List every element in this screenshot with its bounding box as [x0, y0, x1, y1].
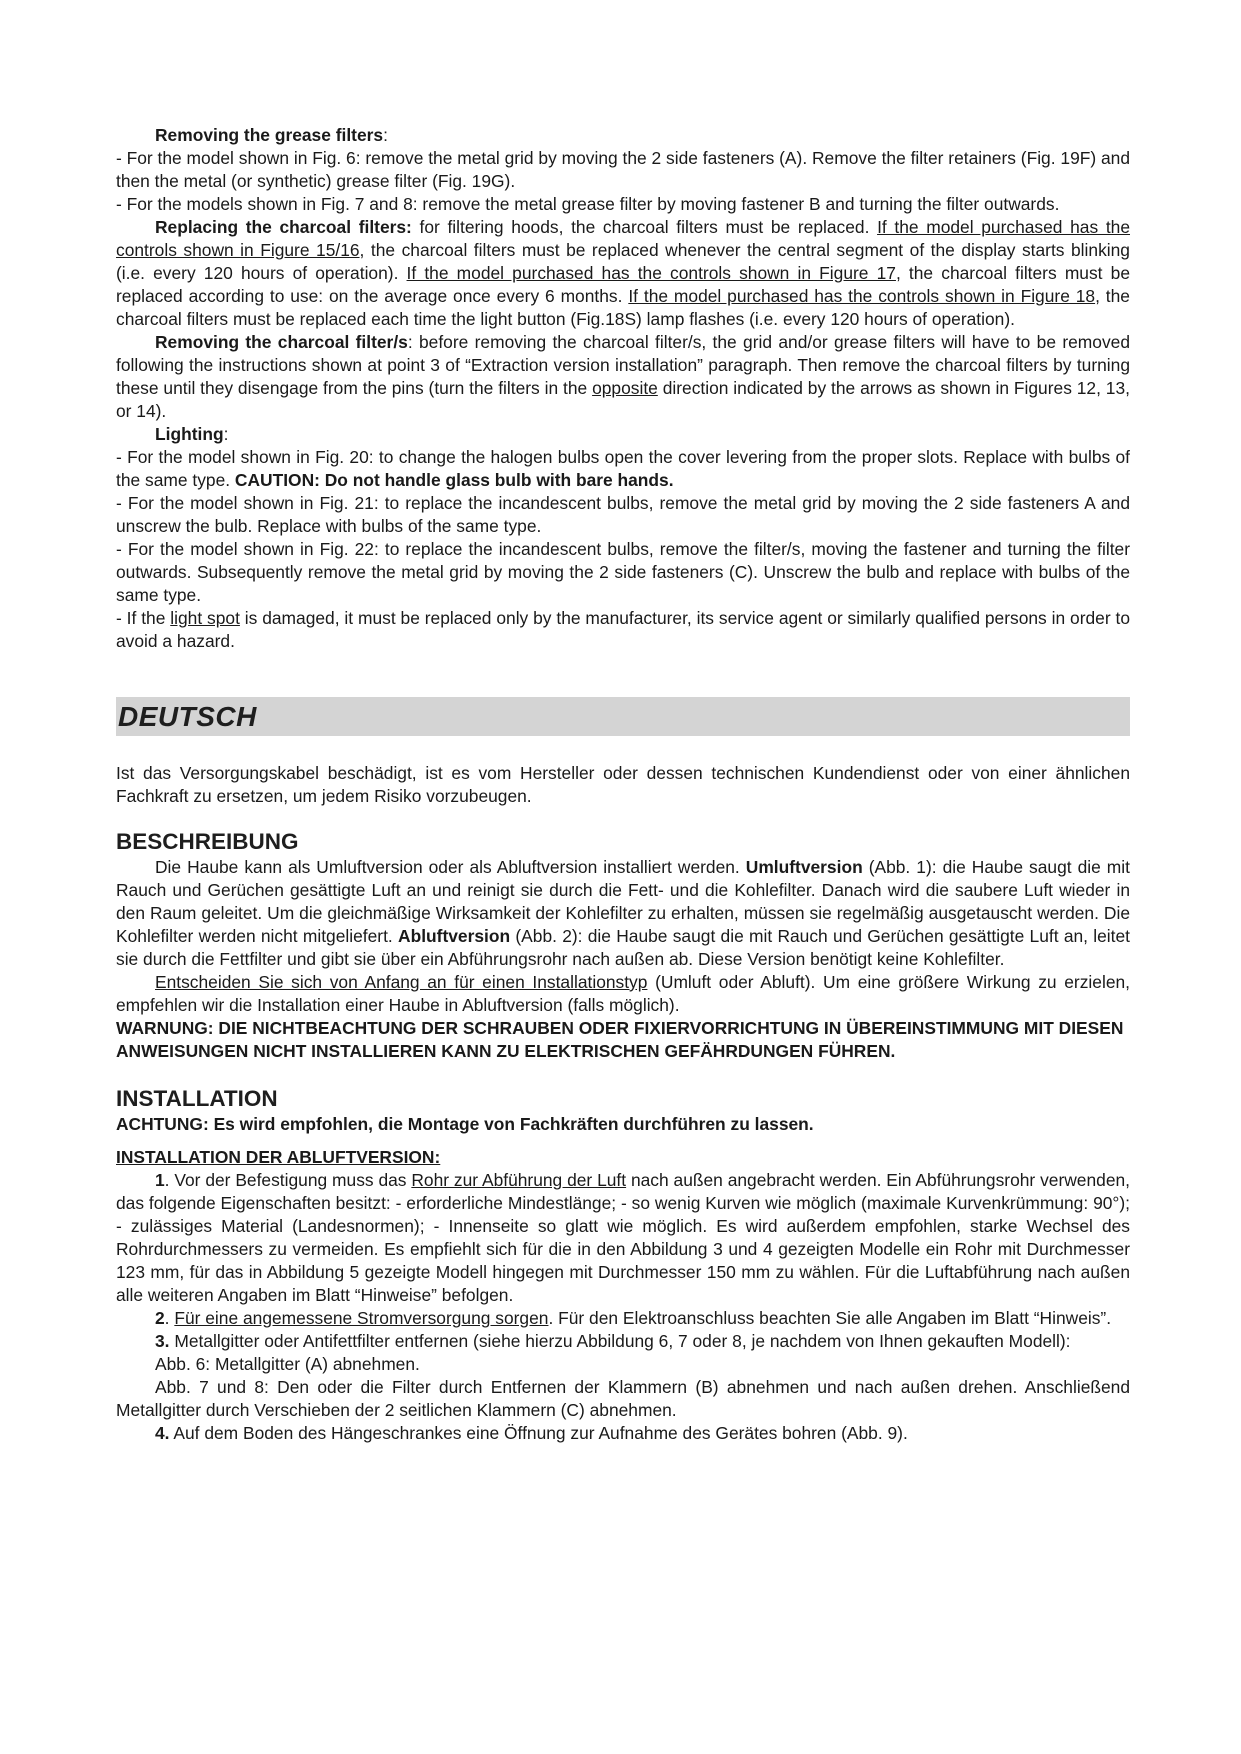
step-3: 3. Metallgitter oder Antifettfilter entfernen (siehe hierzu Abbildung 6, 7 oder 8, je nachdem von Ihnen gekauften Modell): — [155, 1331, 1071, 1351]
lighting-line-3: - For the model shown in Fig. 22: to replace the incandescent bulbs, remove the filter/s, moving the fastener and turning the filter outwards. Subsequently remove the metal grid by moving the 2 side fasteners (C). Unscrew the bulb and replace with bulbs of the same type. — [116, 539, 1130, 605]
installation-type-paragraph: Entscheiden Sie sich von Anfang an für einen Installationstyp (Umluft oder Abluft). Um eine größere Wirkung zu erzielen, empfehlen wir die Installation einer Haube in Abluftversion (falls möglich). — [116, 972, 1130, 1015]
grease-filters-line-2: - For the models shown in Fig. 7 and 8: remove the metal grease filter by moving fastener B and turning the filter outwards. — [116, 194, 1060, 214]
step-3-abb78: Abb. 7 und 8: Den oder die Filter durch Entfernen der Klammern (B) abnehmen und nach außen drehen. Anschließend Metallgitter durch Verschieben der 2 seitlichen Klammern (C) abnehmen. — [116, 1377, 1130, 1420]
step-2: 2. Für eine angemessene Stromversorgung sorgen. Für den Elektroanschluss beachten Sie alle Angaben im Blatt “Hinweis”. — [155, 1308, 1112, 1328]
installation-heading: INSTALLATION — [116, 1086, 278, 1111]
language-heading: DEUTSCH — [118, 701, 257, 732]
beschreibung-heading: BESCHREIBUNG — [116, 829, 299, 854]
document-page — [116, 124, 1130, 1445]
step-4: 4. Auf dem Boden des Hängeschrankes eine Öffnung zur Aufnahme des Gerätes bohren (Abb. 9). — [155, 1423, 908, 1443]
lighting-line-4: - If the light spot is damaged, it must be replaced only by the manufacturer, its service agent or similarly qualified persons in order to avoid a hazard. — [116, 608, 1131, 651]
warning-text: WARNUNG: DIE NICHTBEACHTUNG DER SCHRAUBEN ODER FIXIERVORRICHTUNG IN ÜBEREINSTIMMUNG MIT DIESEN ANWEISUNGEN NICHT INSTALLIEREN KANN ZU ELEKTRISCHEN GEFÄHRDUNGEN FÜHREN. — [116, 1018, 1124, 1061]
lighting-heading: Lighting: — [155, 424, 229, 444]
grease-filters-line-1: - For the model shown in Fig. 6: remove the metal grid by moving the 2 side fasteners (A). Remove the filter retainers (Fig. 19F) and then the metal (or synthetic) grease filter (Fig. 19G). — [116, 148, 1130, 191]
language-section-bar — [116, 697, 1130, 736]
lighting-line-1: - For the model shown in Fig. 20: to change the halogen bulbs open the cover levering from the proper slots. Replace with bulbs of the same type. CAUTION: Do not handle glass bulb with bare hands. — [116, 447, 1130, 490]
cable-notice: Ist das Versorgungskabel beschädigt, ist es vom Hersteller oder dessen technischen Kundendienst oder von einer ähnlichen Fachkraft zu ersetzen, um jedem Risiko vorzubeugen. — [116, 763, 1130, 806]
grease-filters-heading: Removing the grease filters: — [155, 125, 388, 145]
section-title-abluft: INSTALLATION DER ABLUFTVERSION: — [116, 1147, 441, 1167]
lighting-line-2: - For the model shown in Fig. 21: to replace the incandescent bulbs, remove the metal grid by moving the 2 side fasteners A and unscrew the bulb. Replace with bulbs of the same type. — [116, 493, 1130, 536]
beschreibung-paragraph: Die Haube kann als Umluftversion oder als Abluftversion installiert werden. Umluftversion (Abb. 1): die Haube saugt die mit Rauch und Gerüchen gesättigte Luft an und reinigt sie durch die Fett- und die Kohlefilter. Danach wird die saubere Luft wieder in den Raum geleitet. Um die gleichmäßige Wirksamkeit der Kohlefilter zu erhalten, müssen sie regelmäßig ausgetauscht werden. Die Kohlefilter werden nicht mitgeliefert. Abluftversion (Abb. 2): die Haube saugt die mit Rauch und Gerüchen gesättigte Luft an, leitet sie durch die Fettfilter und gibt sie über ein Abführungsrohr nach außen ab. Diese Version benötigt keine Kohlefilter. — [116, 857, 1130, 969]
charcoal-filters-paragraph: Replacing the charcoal filters: for filtering hoods, the charcoal filters must be replaced. If the model purchased has the controls shown in Figure 15/16, the charcoal filters must be replaced whenever the central segment of the display starts blinking (i.e. every 120 hours of operation). If the model purchased has the controls shown in Figure 17, the charcoal filters must be replaced according to use: on the average once every 6 months. If the model purchased has the controls shown in Figure 18, the charcoal filters must be replaced each time the light button (Fig.18S) lamp flashes (i.e. every 120 hours of operation). — [116, 217, 1130, 329]
step-1: 1. Vor der Befestigung muss das Rohr zur Abführung der Luft nach außen angebracht werden. Ein Abführungsrohr verwenden, das folgende Eigenschaften besitzt: - erforderliche Mindestlänge; - so wenig Kurven wie möglich (maximale Kurvenkrümmung: 90°); - zulässiges Material (Landesnormen); - Innenseite so glatt wie möglich. Es wird außerdem empfohlen, starke Wechsel des Rohrdurchmessers zu vermeiden. Es empfiehlt sich für die in den Abbildung 3 und 4 gezeigten Modelle ein Rohr mit Durchmesser 123 mm, für das in Abbildung 5 gezeigte Modell hingegen mit Durchmesser 150 mm zu wählen. Für die Luftabführung nach außen alle weiteren Angaben im Blatt “Hinweise” befolgen. — [116, 1170, 1130, 1305]
step-3-abb6: Abb. 6: Metallgitter (A) abnehmen. — [155, 1354, 420, 1374]
achtung-notice: ACHTUNG: Es wird empfohlen, die Montage von Fachkräften durchführen zu lassen. — [116, 1114, 814, 1134]
removing-charcoal-paragraph: Removing the charcoal filter/s: before removing the charcoal filter/s, the grid and/or grease filters will have to be removed following the instructions shown at point 3 of “Extraction version installation” paragraph. Then remove the charcoal filters by turning these until they disengage from the pins (turn the filters in the opposite direction indicated by the arrows as shown in Figures 12, 13, or 14). — [116, 332, 1130, 421]
